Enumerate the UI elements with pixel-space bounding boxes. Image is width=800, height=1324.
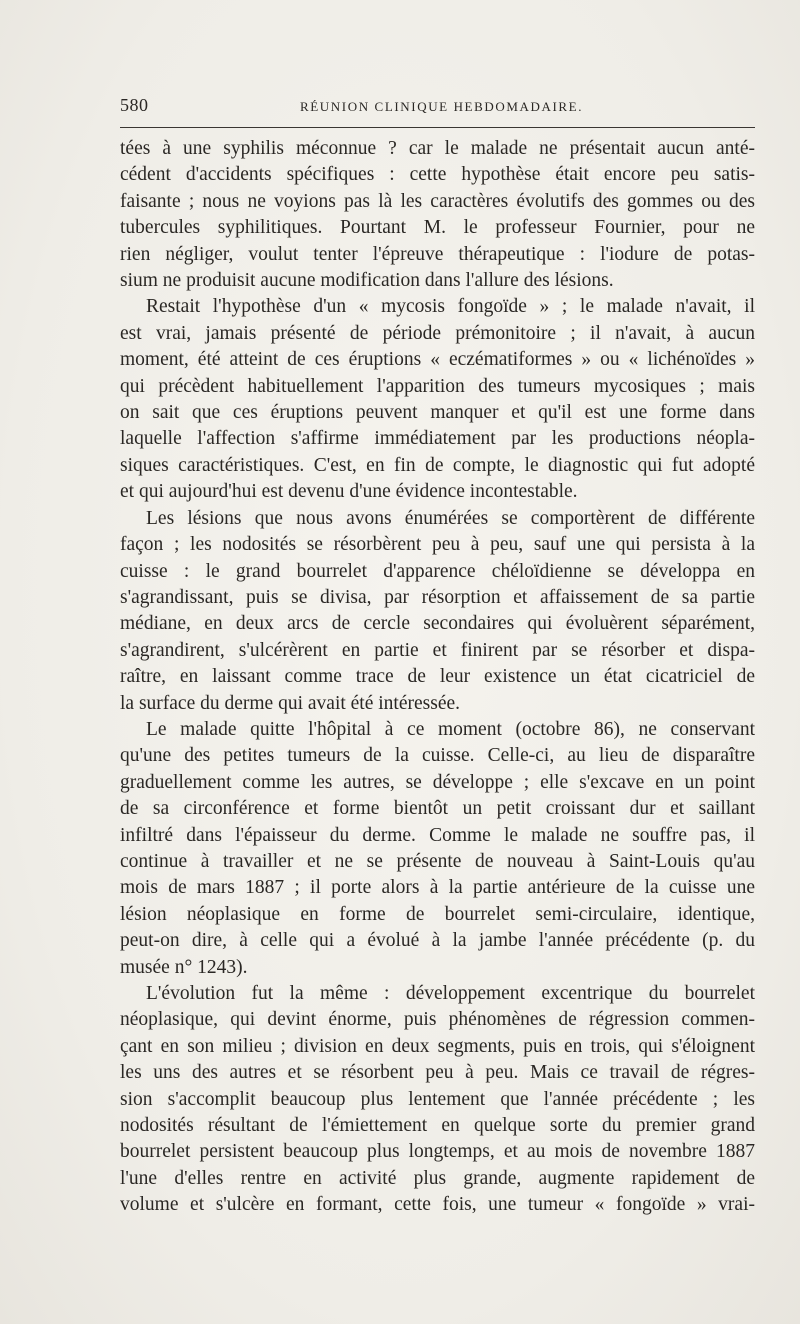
page-number: 580 xyxy=(120,95,149,115)
body-text xyxy=(120,136,755,1219)
text-line: lésion néoplasique en forme de bourrelet semi-circulaire, identique, xyxy=(120,903,755,925)
text-line: Restait l'hypothèse d'un « mycosis fongoïde » ; le malade n'avait, il xyxy=(146,296,755,318)
text-line: rien négliger, voulut tenter l'épreuve thérapeutique : l'iodure de potas- xyxy=(120,243,755,265)
text-line: sion s'accomplit beaucoup plus lentement que l'année précédente ; les xyxy=(120,1088,755,1110)
text-line: façon ; les nodosités se résorbèrent peu à peu, sauf une qui persista à la xyxy=(120,534,755,556)
text-line: çant en son milieu ; division en deux segments, puis en trois, qui s'éloignent xyxy=(120,1035,755,1057)
text-line: graduellement comme les autres, se développe ; elle s'excave en un point xyxy=(120,771,755,793)
text-line: siques caractéristiques. C'est, en fin de compte, le diagnostic qui fut adopté xyxy=(120,454,755,476)
text-line: qu'une des petites tumeurs de la cuisse. Celle-ci, au lieu de disparaître xyxy=(120,745,755,767)
text-line: volume et s'ulcère en formant, cette fois, une tumeur « fongoïde » vrai- xyxy=(120,1194,755,1216)
text-line: et qui aujourd'hui est devenu d'une évidence incontestable. xyxy=(120,481,578,503)
text-line: s'agrandirent, s'ulcérèrent en partie et finirent par se résorber et dispa- xyxy=(120,639,755,661)
text-line: infiltré dans l'épaisseur du derme. Comme le malade ne souffre pas, il xyxy=(120,824,755,846)
paragraph-3 xyxy=(120,506,755,717)
text-line: médiane, en deux arcs de cercle secondaires qui évoluèrent séparément, xyxy=(120,613,755,635)
text-line: raître, en laissant comme trace de leur existence un état cicatriciel de xyxy=(120,666,755,688)
text-line: bourrelet persistent beaucoup plus longtemps, et au mois de novembre 1887 xyxy=(120,1141,755,1163)
page-header xyxy=(120,95,755,125)
text-line: nodosités résultant de l'émiettement en quelque sorte du premier grand xyxy=(120,1115,755,1137)
text-line: on sait que ces éruptions peuvent manquer et qu'il est une forme dans xyxy=(120,402,755,424)
paragraph-2 xyxy=(120,294,755,505)
text-line: cuisse : le grand bourrelet d'apparence chéloïdienne se développa en xyxy=(120,560,755,582)
text-line: L'évolution fut la même : développement excentrique du bourrelet xyxy=(146,983,755,1004)
paragraph-4 xyxy=(120,717,755,981)
text-line: l'une d'elles rentre en activité plus grande, augmente rapidement de xyxy=(120,1167,755,1189)
text-line: mois de mars 1887 ; il porte alors à la partie antérieure de la cuisse une xyxy=(120,877,755,899)
text-line: peut-on dire, à celle qui a évolué à la jambe l'année précédente (p. du xyxy=(120,930,755,952)
text-line: tées à une syphilis méconnue ? car le malade ne présentait aucun anté- xyxy=(120,138,755,159)
header-rule xyxy=(120,127,755,128)
text-line: sium ne produisit aucune modification dans l'allure des lésions. xyxy=(120,270,614,292)
text-line: Le malade quitte l'hôpital à ce moment (octobre 86), ne conservant xyxy=(146,718,755,740)
text-line: musée n° 1243). xyxy=(120,956,248,978)
text-line: Les lésions que nous avons énumérées se comportèrent de différente xyxy=(146,507,755,529)
text-line: s'agrandissant, puis se divisa, par résorption et affaissement de sa partie xyxy=(120,586,755,608)
text-line: qui précèdent habituellement l'apparition des tumeurs mycosiques ; mais xyxy=(120,375,755,397)
text-line: laquelle l'affection s'affirme immédiatement par les productions néopla- xyxy=(120,428,755,450)
text-line: les uns des autres et se résorbent peu à peu. Mais ce travail de régres- xyxy=(120,1062,755,1084)
text-line: moment, été atteint de ces éruptions « eczématiformes » ou « lichénoïdes » xyxy=(120,349,755,371)
text-line: la surface du derme qui avait été intéressée. xyxy=(120,692,461,714)
running-head: RÉUNION CLINIQUE HEBDOMADAIRE. xyxy=(300,99,584,114)
text-line: continue à travailler et ne se présente de nouveau à Saint-Louis qu'au xyxy=(120,850,755,872)
text-line: néoplasique, qui devint énorme, puis phénomènes de régression commen- xyxy=(120,1009,755,1031)
text-line: cédent d'accidents spécifiques : cette hypothèse était encore peu satis- xyxy=(120,164,755,186)
paragraph-1 xyxy=(120,136,755,294)
text-line: faisante ; nous ne voyions pas là les caractères évolutifs des gommes ou des xyxy=(120,190,755,212)
text-line: de sa circonférence et forme bientôt un petit croissant dur et saillant xyxy=(120,798,755,820)
text-line: est vrai, jamais présenté de période prémonitoire ; il n'avait, à aucun xyxy=(120,322,755,344)
text-line: tubercules syphilitiques. Pourtant M. le professeur Fournier, pour ne xyxy=(120,217,755,239)
paragraph-5 xyxy=(120,981,755,1219)
